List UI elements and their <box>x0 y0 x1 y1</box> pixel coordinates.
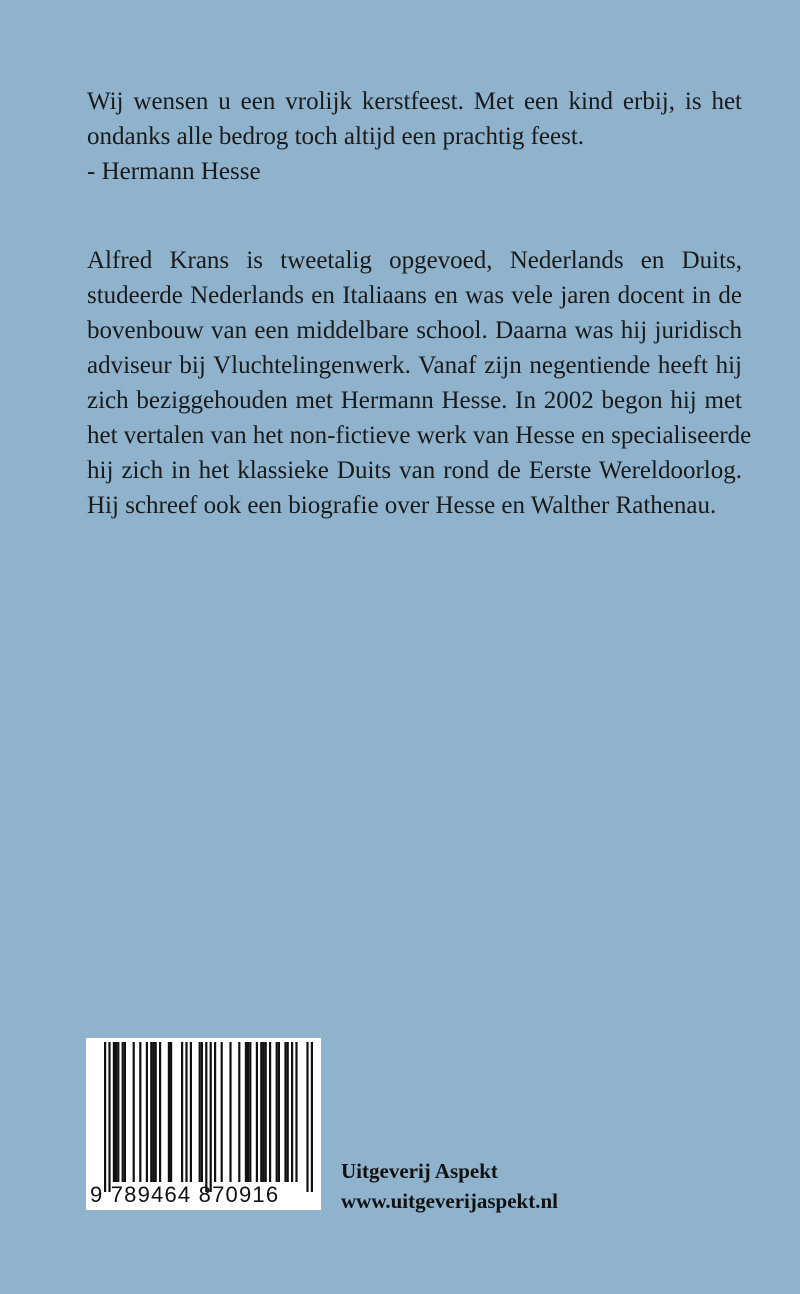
quote-line: ondanks alle bedrog toch altijd een prachtig feest. <box>87 123 585 150</box>
barcode-bar <box>256 1042 258 1182</box>
bio-line: Hij schreef ook een biografie over Hesse en Walther Rathenau. <box>87 492 717 519</box>
barcode-bar <box>185 1042 187 1182</box>
barcode-bar <box>199 1042 201 1182</box>
barcode-bar <box>284 1042 286 1182</box>
bio-line: Alfred Krans is tweetalig opgevoed, Nederlands en Duits, <box>87 247 742 274</box>
barcode-bar <box>133 1042 135 1182</box>
barcode-bar <box>247 1042 249 1182</box>
bio-line: studeerde Nederlands en Italiaans en was vele jaren docent in de <box>87 282 742 309</box>
barcode-bar <box>122 1042 124 1182</box>
barcode-bar <box>152 1042 154 1182</box>
isbn-number: 9 789464 870916 <box>90 1182 280 1207</box>
barcode-bar <box>139 1042 141 1182</box>
barcode-bar <box>262 1042 264 1182</box>
barcode-bar <box>306 1042 308 1192</box>
publisher-info <box>341 1156 558 1216</box>
barcode-bar <box>155 1042 157 1182</box>
barcode-bar <box>115 1042 117 1182</box>
barcode-bar <box>214 1042 216 1182</box>
bio-line: hij zich in het klassieke Duits van rond de Eerste Wereldoorlog. <box>87 457 742 484</box>
barcode-bar <box>249 1042 251 1182</box>
barcode-bar <box>269 1042 271 1182</box>
publisher-name: Uitgeverij Aspekt <box>341 1159 498 1183</box>
bio-line: adviseur bij Vluchtelingenwerk. Vanaf zijn negentiende heeft hij <box>87 352 742 379</box>
barcode-bar <box>260 1042 262 1182</box>
barcode-bar <box>295 1042 297 1182</box>
barcode-bar <box>287 1042 289 1182</box>
barcode-bar <box>150 1042 152 1182</box>
barcode-bar <box>108 1042 110 1192</box>
bio-line: het vertalen van het non-fictieve werk van Hesse en specialiseerde <box>87 422 752 449</box>
barcode-bar <box>238 1042 240 1182</box>
barcode-bar <box>170 1042 172 1182</box>
barcode-bar <box>181 1042 183 1182</box>
bio-line: bovenbouw van een middelbare school. Daarna was hij juridisch <box>87 317 742 344</box>
barcode-bar <box>113 1042 115 1182</box>
quote-line: Wij wensen u een vrolijk kerstfeest. Met een kind erbij, is het <box>87 88 742 115</box>
quote-attribution: - Hermann Hesse <box>87 158 261 185</box>
barcode-bar <box>265 1042 267 1182</box>
barcode-bar <box>311 1042 313 1192</box>
barcode-bar <box>278 1042 280 1182</box>
hesse-quote <box>87 84 742 189</box>
barcode-bar <box>124 1042 126 1182</box>
barcode-bar <box>229 1042 231 1182</box>
barcode-bar <box>221 1042 223 1182</box>
barcode-bar <box>104 1042 106 1192</box>
barcode-bar <box>201 1042 203 1182</box>
barcode-bar <box>291 1042 293 1182</box>
barcode-bar <box>117 1042 119 1182</box>
isbn-barcode <box>86 1038 321 1210</box>
barcode-bar <box>205 1042 207 1192</box>
publisher-website: www.uitgeverijaspekt.nl <box>341 1189 558 1213</box>
bio-line: zich beziggehouden met Hermann Hesse. In 2002 begon hij met <box>87 387 742 414</box>
barcode-bar <box>190 1042 192 1182</box>
barcode-bar <box>146 1042 148 1182</box>
barcode-bar <box>210 1042 212 1192</box>
barcode-bar <box>159 1042 161 1182</box>
barcode-bar <box>245 1042 247 1182</box>
barcode-bar <box>168 1042 170 1182</box>
barcode-bar <box>276 1042 278 1182</box>
author-bio <box>87 243 752 523</box>
